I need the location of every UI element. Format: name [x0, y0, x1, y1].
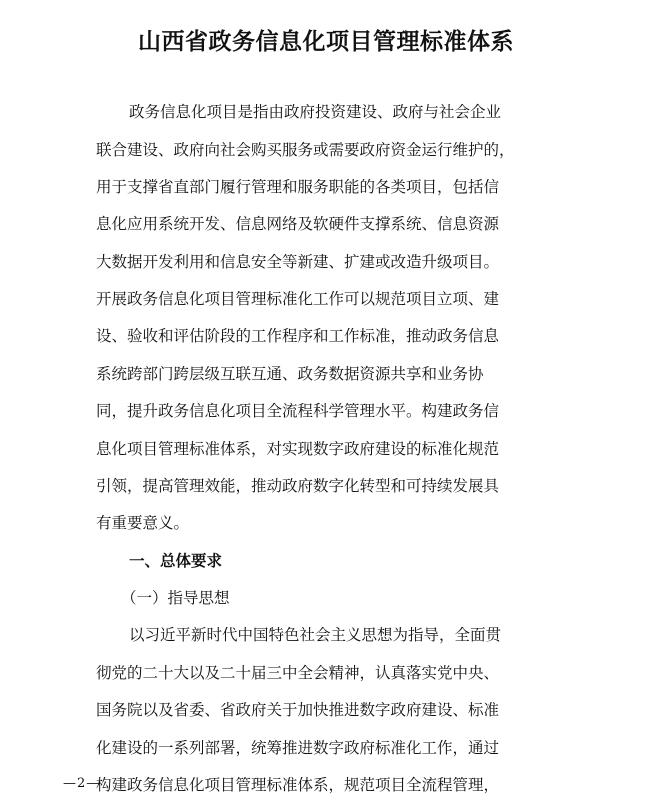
paragraph-line: 系统跨部门跨层级互联互通、政务数据资源共享和业务协 — [96, 365, 484, 383]
page-number: —2— — [63, 776, 101, 791]
paragraph-line: 息化项目管理标准体系，对实现数字政府建设的标准化规范 — [96, 440, 500, 458]
paragraph-line: 引领，提高管理效能，推动政府数字化转型和可持续发展具 — [96, 477, 500, 495]
paragraph-line: 国务院以及省委、省政府关于加快推进数字政府建设、标准 — [96, 701, 500, 719]
document-title: 山西省政务信息化项目管理标准体系 — [138, 28, 514, 55]
section-heading: 一、总体要求 — [129, 552, 223, 570]
paragraph-line: 大数据开发利用和信息安全等新建、扩建或改造升级项目。 — [96, 253, 500, 271]
paragraph-line: 同，提升政务信息化项目全流程科学管理水平。构建政务信 — [96, 402, 500, 420]
paragraph-line: 以习近平新时代中国特色社会主义思想为指导，全面贯 — [129, 626, 502, 644]
paragraph-line: 构建政务信息化项目管理标准体系，规范项目全流程管理， — [96, 776, 500, 794]
paragraph-line: 有重要意义。 — [96, 514, 190, 532]
paragraph-line: 彻党的二十大以及二十届三中全会精神，认真落实党中央、 — [96, 664, 500, 682]
paragraph-line: 息化应用系统开发、信息网络及软硬件支撑系统、信息资源 — [96, 215, 500, 233]
paragraph-line: 设、验收和评估阶段的工作程序和工作标准，推动政务信息 — [96, 327, 500, 345]
paragraph-line: 联合建设、政府向社会购买服务或需要政府资金运行维护的， — [96, 141, 515, 159]
paragraph-line: 开展政务信息化项目管理标准化工作可以规范项目立项、建 — [96, 290, 500, 308]
paragraph-line: 用于支撑省直部门履行管理和服务职能的各类项目，包括信 — [96, 178, 500, 196]
paragraph-line: 政务信息化项目是指由政府投资建设、政府与社会企业 — [129, 103, 502, 121]
paragraph-line: 化建设的一系列部署，统筹推进数字政府标准化工作，通过 — [96, 739, 500, 757]
subsection-heading: （一）指导思想 — [121, 589, 230, 607]
